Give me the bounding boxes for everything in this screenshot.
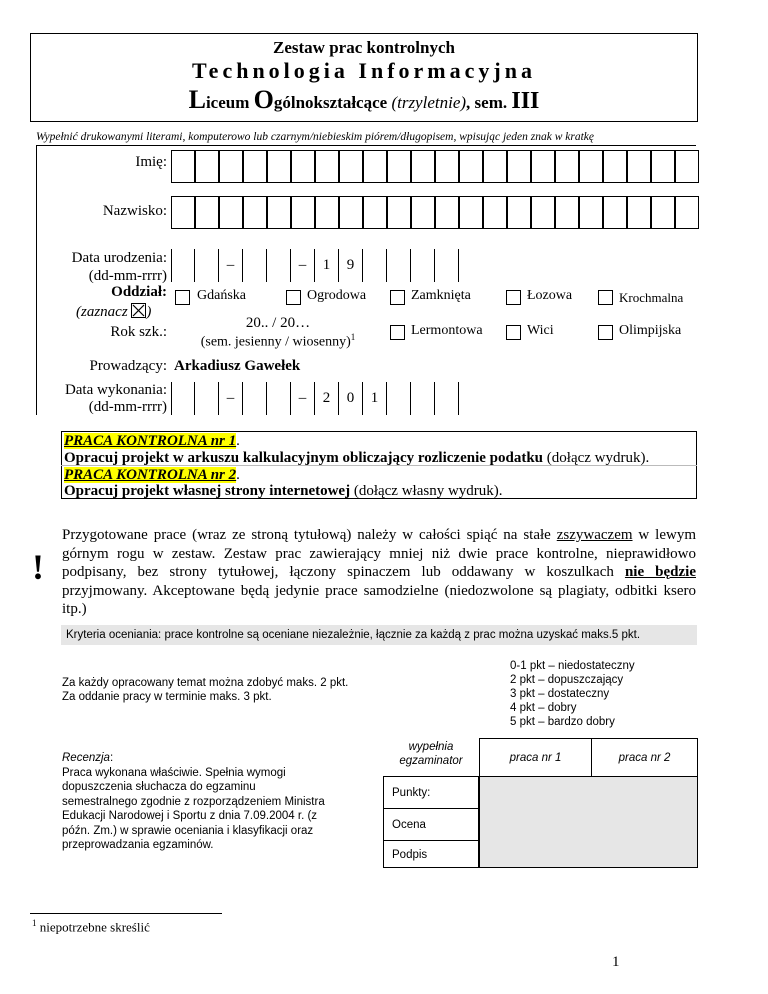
- dw-cell[interactable]: 2: [315, 382, 339, 415]
- points-line-2: Za oddanie pracy w terminie maks. 3 pkt.: [62, 691, 272, 703]
- dw-cell[interactable]: [387, 382, 411, 415]
- dw-cell[interactable]: 0: [339, 382, 363, 415]
- notice-p2: w lewym górnym rogu w zestaw. Zestaw prac zawierający mniej niż dwie prace kontrolne, nieprawidłowo podpisany, bez strony tytułowej, łączony spinaczem lub oddawany w koszulkach: [62, 527, 696, 580]
- task1-desc: Opracuj projekt w arkuszu kalkulacyjnym obliczający rozliczenie podatku: [64, 450, 544, 466]
- scale-1: 0-1 pkt – niedostateczny: [510, 660, 635, 672]
- nazwisko-cell[interactable]: [339, 196, 363, 229]
- checkbox-lermontowa[interactable]: [390, 325, 405, 340]
- dob-cell[interactable]: –: [219, 249, 243, 282]
- imie-cell[interactable]: [459, 150, 483, 183]
- school-sem: , sem.: [466, 93, 512, 112]
- imie-cell[interactable]: [675, 150, 699, 183]
- dw-cell[interactable]: 1: [363, 382, 387, 415]
- points-left: [62, 676, 348, 704]
- nazwisko-cell[interactable]: [435, 196, 459, 229]
- task2-title: PRACA KONTROLNA nr 2: [64, 467, 237, 483]
- nazwisko-cell[interactable]: [459, 196, 483, 229]
- checkbox-ogrodowa[interactable]: [286, 290, 301, 305]
- review-colon: :: [109, 752, 114, 764]
- task2-line2: [64, 483, 503, 500]
- option-ogrodowa: Ogrodowa: [307, 288, 367, 303]
- header-school: [30, 85, 698, 115]
- nazwisko-cell[interactable]: [243, 196, 267, 229]
- points-line-1: Za każdy opracowany temat można zdobyć maks. 2 pkt.: [62, 677, 349, 689]
- task1-title: PRACA KONTROLNA nr 1: [64, 433, 237, 449]
- checkbox-zamknieta[interactable]: [390, 290, 405, 305]
- zaznacz-hint: [76, 301, 151, 321]
- prowadzacy-label: Prowadzący:: [89, 358, 167, 374]
- grade-col2: praca nr 2: [591, 738, 698, 776]
- grade-row-ocena: Ocena: [383, 808, 479, 840]
- imie-cell[interactable]: [387, 150, 411, 183]
- checkbox-lozowa[interactable]: [506, 290, 521, 305]
- school-gol: gólnokształcące: [273, 93, 392, 112]
- grade-input-area[interactable]: [479, 776, 698, 868]
- header-title: Technologia Informacyjna: [192, 58, 536, 83]
- dob-cell[interactable]: [387, 249, 411, 282]
- imie-cell[interactable]: [315, 150, 339, 183]
- dw-cell[interactable]: [195, 382, 219, 415]
- review-block: [62, 751, 332, 853]
- dob-cell[interactable]: 1: [315, 249, 339, 282]
- school-type: (trzyletnie): [391, 93, 467, 112]
- form-left-rule: [36, 145, 37, 415]
- exclamation-icon: !: [32, 547, 44, 587]
- dob-cell[interactable]: [267, 249, 291, 282]
- nazwisko-cell[interactable]: [675, 196, 699, 229]
- prowadzacy-value: Arkadiusz Gawełek: [174, 358, 301, 374]
- nazwisko-cell[interactable]: [363, 196, 387, 229]
- dob-cell[interactable]: [171, 249, 195, 282]
- nazwisko-cell[interactable]: [579, 196, 603, 229]
- imie-cell[interactable]: [195, 150, 219, 183]
- dw-cell[interactable]: [435, 382, 459, 415]
- instruction-text: Wypełnić drukowanymi literami, komputerowo lub czarnym/niebieskim piórem/długopisem, wpisując jeden znak w kratkę: [36, 131, 594, 143]
- nazwisko-cell[interactable]: [603, 196, 627, 229]
- rok-value[interactable]: 20.. / 20…: [245, 315, 311, 331]
- dw-format: (dd-mm-rrrr): [88, 399, 167, 415]
- nazwisko-cell[interactable]: [219, 196, 243, 229]
- nazwisko-cell[interactable]: [171, 196, 195, 229]
- imie-cell[interactable]: [651, 150, 675, 183]
- scale-2: 2 pkt – dopuszczający: [510, 674, 624, 686]
- task1-line2: [64, 450, 649, 467]
- dob-cell[interactable]: [243, 249, 267, 282]
- nazwisko-cell[interactable]: [483, 196, 507, 229]
- imie-cell[interactable]: [483, 150, 507, 183]
- nazwisko-cell[interactable]: [531, 196, 555, 229]
- checked-box-icon: [131, 303, 146, 318]
- imie-cell[interactable]: [603, 150, 627, 183]
- review-title: Recenzja: [62, 752, 110, 764]
- task1-dot: .: [236, 433, 240, 449]
- page-number: 1: [612, 954, 620, 970]
- zaznacz-close: ): [146, 304, 152, 320]
- task1-line1: [64, 433, 240, 450]
- imie-cell[interactable]: [219, 150, 243, 183]
- sem-note: [178, 332, 378, 351]
- imie-cell[interactable]: [291, 150, 315, 183]
- imie-cell[interactable]: [435, 150, 459, 183]
- nazwisko-cell[interactable]: [291, 196, 315, 229]
- dw-cell[interactable]: [411, 382, 435, 415]
- nazwisko-label: Nazwisko:: [102, 203, 167, 219]
- imie-cell[interactable]: [243, 150, 267, 183]
- option-lozowa: Łozowa: [527, 288, 573, 303]
- grade-table: [383, 738, 698, 868]
- nazwisko-cell[interactable]: [315, 196, 339, 229]
- oddzial-label: Oddział:: [111, 284, 167, 300]
- footnote-text: niepotrzebne skreślić: [39, 919, 150, 935]
- sem-footnote-ref: 1: [350, 332, 356, 342]
- task2-line1: [64, 467, 240, 484]
- imie-cell[interactable]: [507, 150, 531, 183]
- notice-p3: przyjmowany. Akceptowane będą jedynie prace samodzielne (niedozwolone są plagiaty, odbitki ksero itp.): [62, 582, 696, 617]
- task2-desc: Opracuj projekt własnej strony internetowej: [64, 483, 351, 499]
- header-line1: Zestaw prac kontrolnych: [273, 38, 455, 57]
- grade-row-punkty: Punkty:: [383, 776, 479, 808]
- nazwisko-cell[interactable]: [627, 196, 651, 229]
- dw-cell[interactable]: –: [219, 382, 243, 415]
- dw-label: Data wykonania:: [64, 382, 167, 398]
- option-zamknieta: Zamknięta: [411, 288, 471, 303]
- zaznacz-text: (zaznacz: [76, 304, 128, 320]
- imie-cell[interactable]: [171, 150, 195, 183]
- grade-col1: praca nr 1: [479, 738, 591, 776]
- nazwisko-cell[interactable]: [267, 196, 291, 229]
- scale-3: 3 pkt – dostateczny: [510, 688, 610, 700]
- grade-row-podpis: Podpis: [383, 840, 479, 868]
- nazwisko-cell[interactable]: [387, 196, 411, 229]
- scale-4: 4 pkt – dobry: [510, 702, 577, 714]
- checkbox-krochmalna[interactable]: [598, 290, 613, 305]
- imie-cell[interactable]: [267, 150, 291, 183]
- checkbox-olimpijska[interactable]: [598, 325, 613, 340]
- scale-5: 5 pkt – bardzo dobry: [510, 716, 615, 728]
- dw-cell[interactable]: [267, 382, 291, 415]
- dw-cell[interactable]: [171, 382, 195, 415]
- dob-cell[interactable]: [195, 249, 219, 282]
- imie-cell[interactable]: [627, 150, 651, 183]
- checkbox-gdanska[interactable]: [175, 290, 190, 305]
- nazwisko-cell[interactable]: [195, 196, 219, 229]
- imie-cell[interactable]: [531, 150, 555, 183]
- option-gdanska: Gdańska: [197, 288, 246, 303]
- option-wici: Wici: [527, 323, 554, 338]
- nazwisko-cell[interactable]: [555, 196, 579, 229]
- dw-cell[interactable]: [243, 382, 267, 415]
- grade-corner: wypełnia egzaminator: [399, 741, 463, 767]
- imie-cell[interactable]: [339, 150, 363, 183]
- school-O: O: [253, 85, 274, 114]
- task2-note: (dołącz własny wydruk).: [350, 483, 503, 499]
- dob-cell[interactable]: [363, 249, 387, 282]
- imie-label: Imię:: [135, 154, 167, 170]
- sem-note-text: (sem. jesienny / wiosenny): [200, 334, 351, 350]
- nazwisko-cell[interactable]: [507, 196, 531, 229]
- option-lermontowa: Lermontowa: [411, 323, 483, 338]
- notice-zszywacz: zszywaczem: [556, 527, 633, 543]
- dw-cell[interactable]: –: [291, 382, 315, 415]
- imie-cell[interactable]: [579, 150, 603, 183]
- imie-cell[interactable]: [555, 150, 579, 183]
- form-top-rule: [36, 145, 696, 146]
- nazwisko-cell[interactable]: [651, 196, 675, 229]
- task2-dot: .: [236, 467, 240, 483]
- notice-nie-bedzie: nie będzie: [624, 564, 696, 580]
- imie-cell[interactable]: [363, 150, 387, 183]
- notice-text: [62, 526, 696, 619]
- school-roman: III: [511, 88, 540, 114]
- nazwisko-cell[interactable]: [411, 196, 435, 229]
- footnote-num: 1: [32, 918, 37, 928]
- imie-cell[interactable]: [411, 150, 435, 183]
- notice-p1: Przygotowane prace (wraz ze stroną tytułową) należy w całości spiąć na stałe: [62, 527, 557, 543]
- checkbox-wici[interactable]: [506, 325, 521, 340]
- dob-cell[interactable]: [435, 249, 459, 282]
- dob-format: (dd-mm-rrrr): [88, 268, 167, 284]
- rok-label: Rok szk.:: [110, 324, 167, 340]
- task1-note: (dołącz wydruk).: [543, 450, 650, 466]
- review-text: Praca wykonana właściwie. Spełnia wymogi dopuszczenia słuchacza do egzaminu semestralnego zgodnie z rozporządzeniem Ministra Edukacji Narodowej i Sportu z dnia 7.09.2004 r. (z późn. Zm.) w sprawie oceniania i klasyfikacji oraz przeprowadzania egzaminów.: [62, 766, 325, 851]
- dob-label: Data urodzenia:: [71, 250, 167, 266]
- footnote-rule: [30, 913, 222, 914]
- grade-scale: [510, 659, 635, 729]
- criteria-bar: Kryteria oceniania: prace kontrolne są oceniane niezależnie, łącznie za każdą z prac można uzyskać maks.5 pkt.: [61, 625, 697, 645]
- school-L: L: [188, 85, 206, 114]
- dob-cell[interactable]: 9: [339, 249, 363, 282]
- school-iceum: iceum: [205, 93, 254, 112]
- option-olimpijska: Olimpijska: [619, 323, 682, 338]
- dob-cell[interactable]: –: [291, 249, 315, 282]
- footnote: [32, 918, 150, 935]
- dob-cell[interactable]: [411, 249, 435, 282]
- option-krochmalna: Krochmalna: [619, 290, 684, 305]
